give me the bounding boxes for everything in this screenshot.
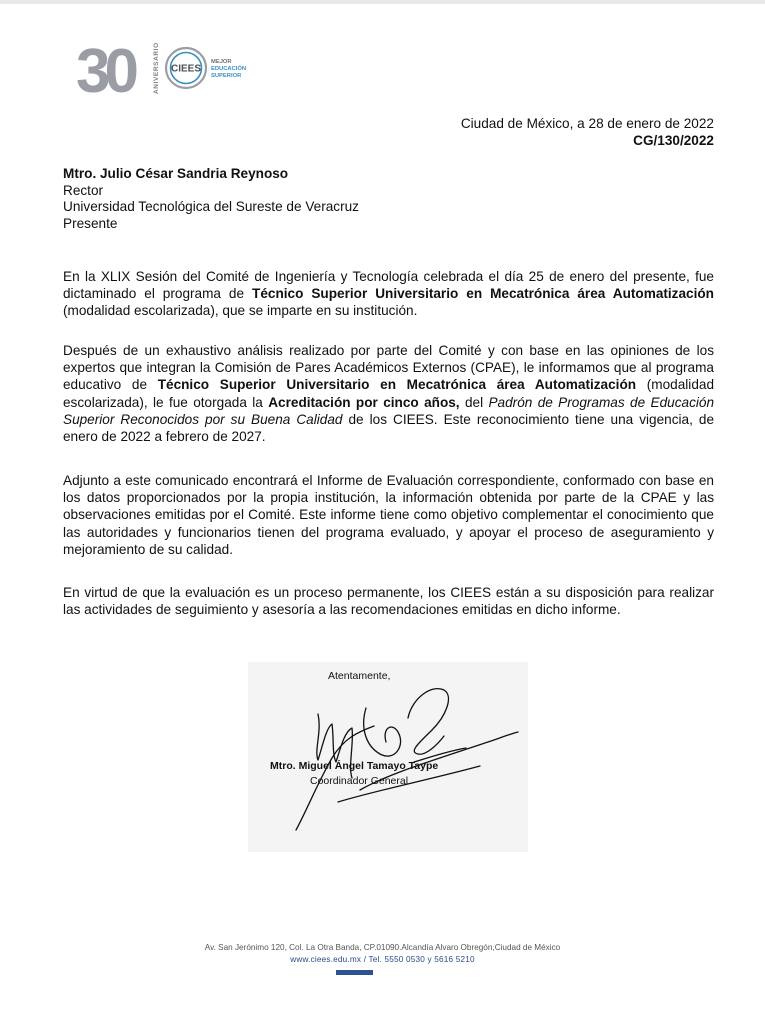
signature-block bbox=[248, 662, 528, 852]
p2-text-d: de los CIEES. Este reconocimiento tiene una vigencia, de enero de 2022 a febrero de 2027. bbox=[63, 411, 715, 445]
p2-accreditation: Acreditación por cinco años, bbox=[268, 394, 460, 410]
letter-footer bbox=[0, 942, 765, 966]
p1-text-b: (modalidad escolarizada), que se imparte en su institución. bbox=[63, 303, 418, 319]
signer-role: Coordinador General bbox=[310, 775, 409, 787]
p1-program-name: Técnico Superior Universitario en Mecatrónica área Automatización bbox=[252, 286, 714, 302]
footer-contact[interactable]: www.ciees.edu.mx / Tel. 5550 0530 y 5616 5210 bbox=[290, 955, 475, 964]
paragraph-1 bbox=[63, 268, 714, 320]
signer-name: Mtro. Miguel Ángel Tamayo Taype bbox=[270, 760, 439, 772]
footer-accent-bar bbox=[336, 970, 373, 975]
svg-text:SUPERIOR: SUPERIOR bbox=[211, 73, 242, 79]
addressee-title: Rector bbox=[63, 182, 104, 198]
svg-text:EDUCACIÓN: EDUCACIÓN bbox=[211, 66, 247, 72]
paragraph-3: Adjunto a este comunicado encontrará el Informe de Evaluación correspondiente, conformado con base en los datos proporcionados por la propia institución, la información obtenida por parte de la CPAE y las observaciones emitidas por el Comité. Este informe tiene como objetivo complementar el conocimiento que las autoridades y funcionarios tienen del programa evaluado, y apoyar el proceso de aseguramiento y mejoramiento de su calidad. bbox=[63, 473, 714, 557]
p2-text-c: del bbox=[459, 394, 489, 410]
ciees-30-aniversario-logo bbox=[74, 36, 274, 100]
p2-program-name: Técnico Superior Universitario en Mecatrónica área Automatización bbox=[157, 377, 637, 393]
addressee-salutation: Presente bbox=[63, 216, 118, 232]
paragraph-2 bbox=[63, 342, 714, 445]
svg-text:MEJOR: MEJOR bbox=[211, 59, 232, 65]
p2-text-a: Después de un exhaustivo análisis realizado por parte del Comité y con base en las opiniones de los expertos que integran la Comisión de Pares Académicos Externos (CPAE), le informamos que al programa educativo de bbox=[63, 343, 714, 393]
p2-text-b: (modalidad escolarizada), le fue otorgada la bbox=[63, 377, 715, 410]
p2-registry-name: Padrón de Programas de Educación Superior Reconocidos por su Buena Calidad bbox=[63, 394, 715, 427]
place-and-date: Ciudad de México, a 28 de enero de 2022 bbox=[460, 116, 714, 131]
addressee-institution: Universidad Tecnológica del Sureste de Veracruz bbox=[63, 199, 359, 215]
letter-header bbox=[461, 116, 714, 149]
footer-address: Av. San Jerónimo 120, Col. La Otra Banda, CP.01090.Alcandía Alvaro Obregón,Ciudad de México bbox=[204, 943, 561, 952]
anniversary-vertical-text: ANIVERSARIO bbox=[153, 42, 160, 94]
addressee-block bbox=[63, 166, 359, 233]
anniversary-number: 30 bbox=[76, 37, 133, 100]
addressee-name: Mtro. Julio César Sandria Reynoso bbox=[63, 166, 289, 181]
paragraph-4: En virtud de que la evaluación es un proceso permanente, los CIEES están a su disposición para realizar las actividades de seguimiento y asesoría a las recomendaciones emitidas en dicho informe. bbox=[63, 585, 714, 618]
closing-salutation: Atentamente, bbox=[328, 670, 391, 682]
handwritten-signature bbox=[248, 662, 528, 852]
ciees-circle-label: CIEES bbox=[170, 63, 202, 75]
reference-number: CG/130/2022 bbox=[633, 132, 714, 148]
top-edge-bar bbox=[0, 0, 765, 4]
p1-text-a: En la XLIX Sesión del Comité de Ingeniería y Tecnología celebrada el día 25 de enero del presente, fue dictaminado el programa de bbox=[63, 269, 714, 302]
